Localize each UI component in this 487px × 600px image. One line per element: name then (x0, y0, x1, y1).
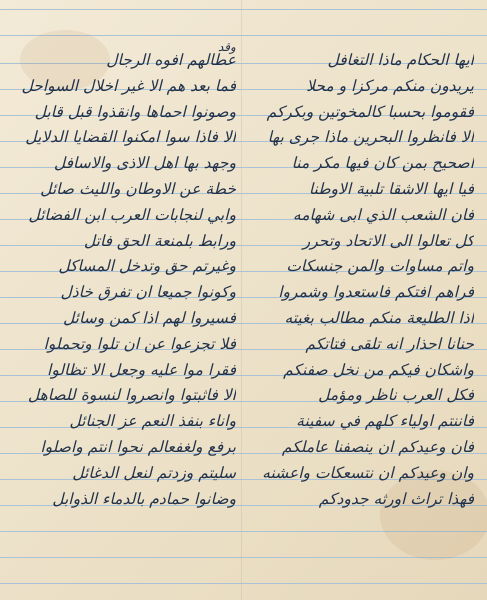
right-column (252, 48, 474, 512)
verse-line: عطالهم افوه الرجال (106, 51, 236, 69)
verse-line: وجهد بها اهل الاذى والاسافل (53, 154, 236, 173)
verse-line: واشكان فيكم من نخل صفنكم (283, 360, 474, 379)
verse-line: فما بعد هم الا غير اخلال السواحل (21, 76, 236, 95)
verse-line: اذا الطليعة منكم مطالب بغيته (284, 308, 474, 327)
verse-line: فيا ايها الاشقا تلبية الاوطنا (308, 179, 474, 198)
verse-line: فان الشعب الذي ابى شهامه (292, 205, 474, 224)
verse-line: ايها الحكام ماذا التغافل (327, 51, 474, 69)
verse-line: الا فانظروا البحرين ماذا جرى بها (267, 128, 474, 147)
verse-line: اصحيح بمن كان فيها مكر منا (291, 154, 474, 173)
left-column (14, 48, 236, 512)
verse-line: سليتم وزدتم لنعل الدغائل (72, 463, 236, 482)
verse-line: يريدون منكم مركزا و محلا (306, 76, 474, 95)
verse-line: فقوموا بحسبا كالمخوتين وبكركم (266, 102, 474, 121)
verse-line: وان وعيدكم ان نتسعكات واعشنه (262, 463, 474, 482)
verse-line: فلا تجزعوا عن ان تلوا وتحملوا (43, 334, 236, 353)
paper-fold (241, 0, 243, 600)
verse-line: الا فاذا سوا امكنوا القضايا الدلايل (25, 128, 236, 147)
verse-line: الا فاثبتوا وانصروا لنسوة للصاهل (27, 386, 236, 405)
verse-line: وغيرتم حق وتدخل المساكل (58, 257, 236, 276)
verse-line: كل تعالوا الى الاتحاد وتحرر (302, 231, 474, 250)
verse-line: حنانا احذار انه تلقى فتاتكم (305, 334, 474, 353)
verse-line: وابي لنجابات العرب ابن الفضائل (28, 205, 236, 224)
verse-line: وضانوا حمادم بالدماء الذوابل (52, 489, 236, 508)
verse-line: برفع ولغفعالم نحوا انتم واصلوا (40, 437, 236, 456)
verse-line: واناء بنفذ النعم عز الجنائل (69, 412, 236, 431)
verse-line: فسيروا لهم اذا كمن وسائل (62, 308, 236, 327)
verse-line: وكونوا جميعا ان تفرق خاذل (60, 283, 236, 302)
verse-line: فكل العرب ناظر ومؤمل (318, 386, 474, 405)
verse-line: فاننتم اولياء كلهم في سفينة (296, 412, 474, 431)
insert-note: وقد (218, 40, 236, 54)
verse-line: فقرا موا عليه وجعل الا تظالوا (47, 360, 236, 379)
verse-line: فراهم افتكم فاستعدوا وشمروا (278, 283, 474, 302)
verse-line: ورابط بلمنعة الحق فاتل (83, 231, 236, 250)
verse-line: وصونوا احماها وانقذوا قبل قابل (34, 102, 236, 121)
verse-line: واتم مساوات والمن جنسكات (286, 257, 474, 276)
verse-line: فان وعيدكم ان ينصفنا عاملكم (281, 437, 474, 456)
verse-line: خطة عن الاوطان والليث صائل (40, 179, 236, 198)
verse-line: فهذا تراث اورثه جدودكم (318, 489, 474, 508)
